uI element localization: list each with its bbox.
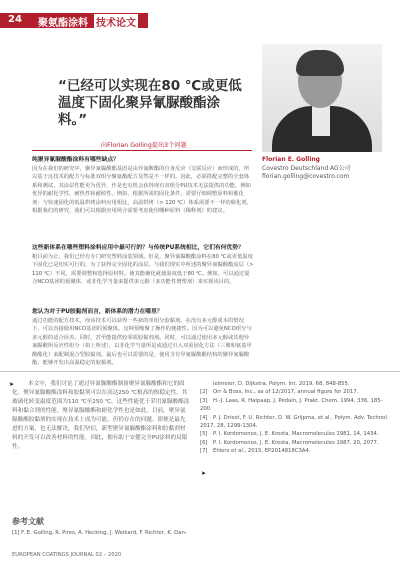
page-number: 24 <box>8 14 22 25</box>
qa-block-3 <box>32 308 254 367</box>
qa-block-2 <box>32 244 254 287</box>
conclusion-text: 本文中，我们讨论了通过异氰脲酸酯制备聚异氰脲酸酯和它的固化。聚异氰脲酸酯涂料和胶黏剂可以在高达250 ℃根高的热稳定性，其玻璃化转变温度范围为110 ℃至250 ℃，这些性能优于采用氰脲酸酯涂料和黏合剂的性能。聚异氰脲酸酯和耐化学性也是如此。目前，聚异氰脲酸酯胶黏剂的实现在技术上成为可能，但仍存在的问题。即便是最先进的方案，也无法解决，我们坚信，新型聚异氰脲酸酯涂料和胶黏剂材料的开发可以改善材料的性能。因此，拥有助于安健完全PU涂料的局限性。 <box>12 381 190 450</box>
author-email[interactable]: florian.golling@covestro.com <box>262 173 350 180</box>
qa-block-1 <box>32 156 254 215</box>
journal-footer: EUROPEAN COATINGS JOURNAL 02 – 2020 <box>12 552 122 558</box>
references-list <box>200 380 390 456</box>
reference-item: [5] P. I. Kordomenos, J. E. Kresta, Macromolecules 1981, 14, 1434. <box>200 431 379 438</box>
references-heading: 参考文献 <box>12 517 44 526</box>
author-name: Florian E. Golling <box>262 156 320 163</box>
author-photo <box>262 44 382 152</box>
answer: 因为在我们的研究中，聚异氰脲酸酯基团是由异氰酸酯的自身反应（交联反应）而形成的，所以基于这技术的配方与标准双组分聚氨酯配方显然是不一样的。因此，必须搭配完整的全套体系和测试，其涂层性能更为优异，作是也有机会获得现有双组分PU技术无法提供的功能，例如优异的耐化学性，耐热性和耐候性。例如，根据所需的固化条件，需要仔细调整原料和催化剂：与快速固化的低温烘烤涂料应用相比，高温烘烤（> 120 ℃）体系需要不一样的催化剂。根据我们的研究，我们可以根据应用场合需要考虑使用哪种原料（稀释剂）的建议。 <box>32 166 252 215</box>
answer: 粗目前为止，我们已经有专门研究塑料涂装领域。但是，聚异氰脲酸酯涂料在80 ℃或更低温度下固化已是切实可行的，为了获得完全固化的涂层，与我们现实中所述的聚异氰脲酸酯涂层（> 110 ℃）不同，需要调整和选择原材料。使其能确化就使温度低于80 ℃。例如，可以通过混合NCO基团的预聚体，或非化学当量来提供多元醇（多功能性增塑剂）来实现该目的。 <box>32 254 254 286</box>
interview-subheading: 向Florian Golling提出3个问题 <box>101 142 187 149</box>
reference-item: [1] F. E. Golling, R. Pires, A. Hecking, J. Weikard, F. Richter, K. Dan- <box>12 530 187 536</box>
author-company: Covestro Deutschland AG公司 <box>262 164 351 172</box>
pull-quote-title: “已经可以实现在80 ℃或更低温度下固化聚异氰脲酸酯涂料。” <box>58 78 242 128</box>
question: 这些新体系在哪些塑料涂料应用中最可行的？与传统PU系统相比，它们有何优势？ <box>32 245 244 251</box>
question: 纯聚异氰脲酸酯涂料有哪些缺点？ <box>32 157 119 163</box>
article-type-label: 技术论文 <box>94 14 138 29</box>
subheading-divider <box>32 150 252 151</box>
bullet-arrow-icon: ➤ <box>9 381 15 388</box>
conclusion-block <box>9 380 190 452</box>
end-of-article-icon: ➤ <box>201 470 207 477</box>
reference-item: [3] H.-J. Laas, R. Halpaap, J. Pedain, J. Prakt. Chem. 1994, 336, 185-200. <box>200 397 383 413</box>
page-header <box>0 0 400 34</box>
reference-item: [4] P. J. Driest, F. U. Richter, D. W. Grijpma, et al., Polym. Adv. Technol. 2017, 28, 1299-1304. <box>200 414 389 430</box>
author-info <box>262 156 392 182</box>
answer: 通过功能的配方技术，而该技术可以获得一些新的单组分胶黏剂。在没有多元醇成本的情况下，可以直接使用NCO基团的预聚体。这种预缩聚了操作的便捷性。因为可以避免NCO组分与多元醇的适合误差。同时，甚至能提供较零质胶黏剂剂。同时，可以通过使用多元醇或其他异氰脲酸所反应性组分（如上所述），以非化学当量所是或通过引入双重固化方法（三聚和氨基甲酸酯化）来配制混合型胶黏剂。最后也可以需要的是，使用含有异氰脲酸酯结构的聚异氰脲酸酯，能够开发出高温稳定的胶黏剂。 <box>32 318 252 367</box>
section-label: 聚氨酯涂料 <box>38 18 88 29</box>
reference-item: ielmeier, D. Dijkstra, Polym. Int. 2019, 68, 848-855. <box>213 381 350 387</box>
question: 您认为对于PU胶黏剂而言，新体系的潜力在哪里？ <box>32 309 163 315</box>
reference-item: [7] Ehlers et al., 2015, EP2014818C3A4. <box>200 448 311 455</box>
reference-item: [6] P. I. Kordomenos, J. E. Kresta, Macromolecules 1987, 20, 2077. <box>200 439 379 446</box>
section-divider <box>0 371 400 372</box>
reference-item: [2] Orr & Boss, Inc., as of 12/2017, annual figure for 2017. <box>200 389 359 396</box>
